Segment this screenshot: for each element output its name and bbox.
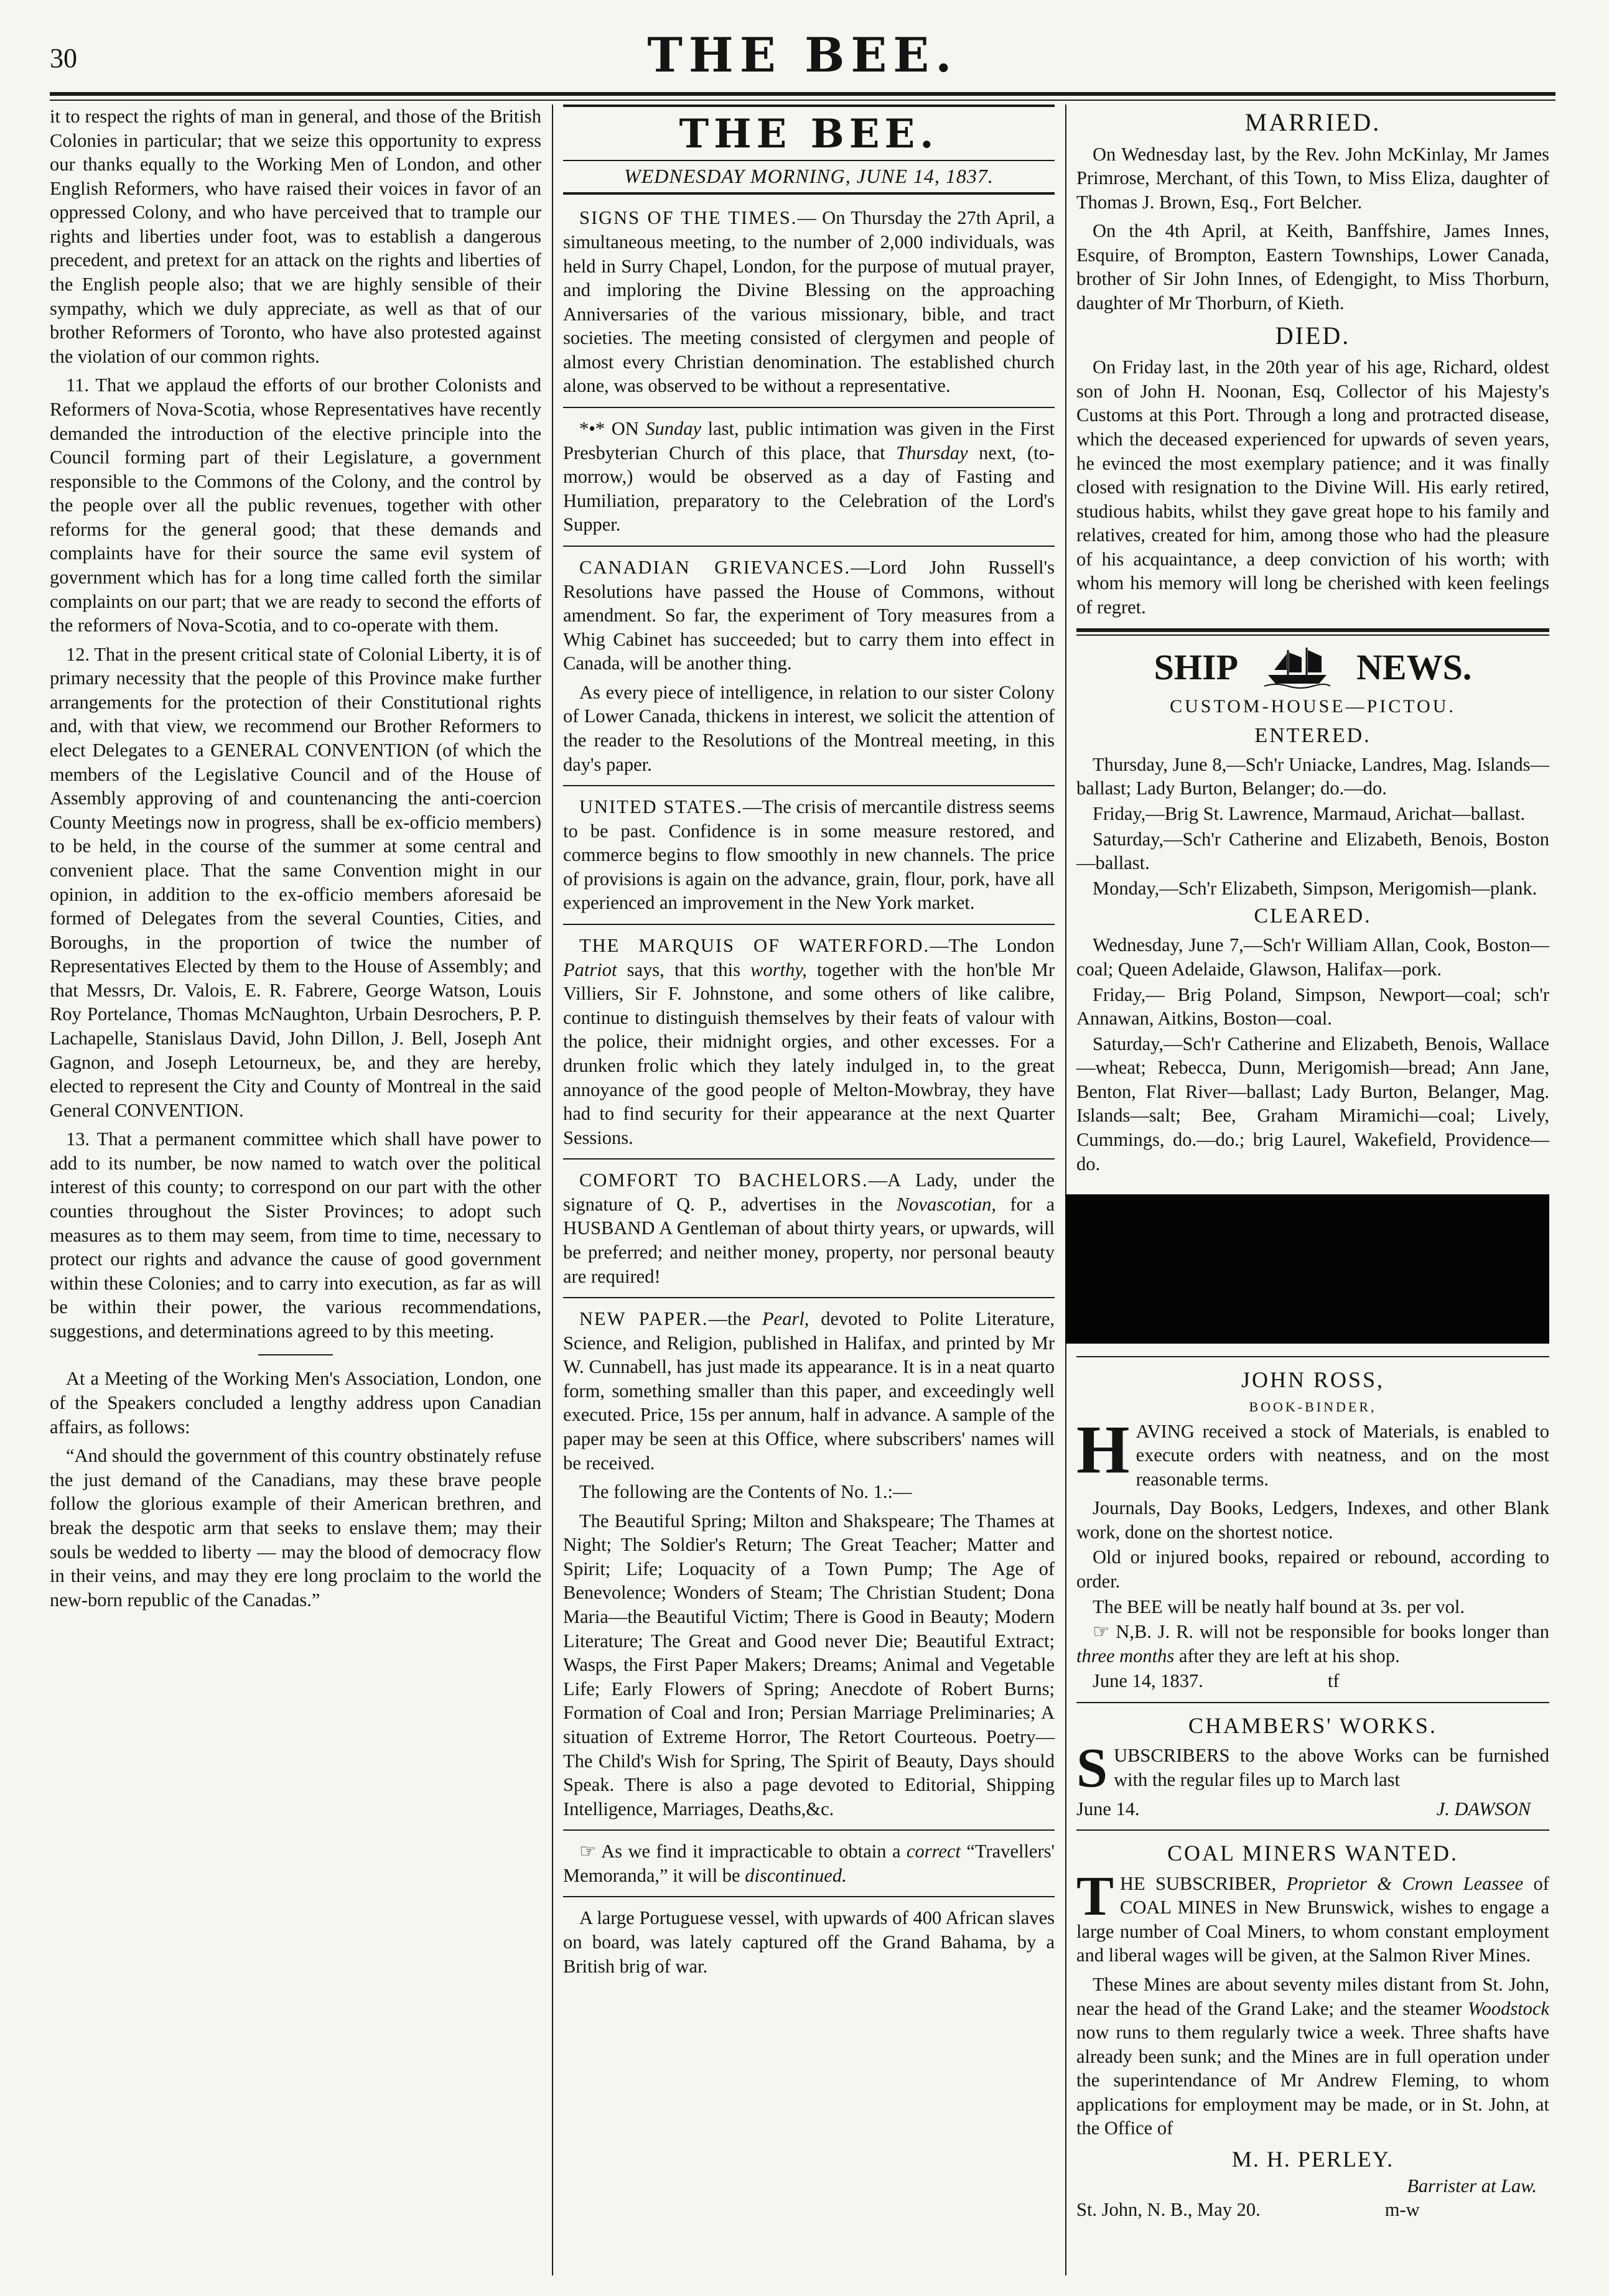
resolution-13: 13. That a permanent committee which shall have power to add to its number, be now named to watch over the political interest of this county; to correspond on our part with the other counties throughout the Sister Provinces; to adopt such measures as to them may seem, from time to time, necessary to protect our rights and advance the cause of good government within these Colonies; and to carry into execution, as far as will be within their power, the various recommendations, suggestions, and determinations agreed to by this meeting.: [50, 1128, 541, 1342]
advert-heading: JOHN ROSS,: [1241, 1367, 1385, 1393]
page-header: [50, 19, 1555, 100]
drop-cap: T: [1076, 1865, 1114, 1927]
dateline: WEDNESDAY MORNING, JUNE 14, 1837.: [563, 160, 1055, 188]
cleared-list: [1076, 933, 1549, 1176]
ship-news-label: SHIP: [1154, 646, 1239, 687]
list-item: Monday,—Sch'r Elizabeth, Simpson, Merigomish—plank.: [1093, 877, 1537, 899]
customs-heading: CUSTOM-HOUSE—PICTOU.: [1170, 695, 1456, 717]
advert-lines: [1076, 1496, 1549, 1693]
list-item: Friday,—Brig St. Lawrence, Marmaud, Arichat—ballast.: [1093, 803, 1526, 825]
advert-line: Old or injured books, repaired or rebound, according to order.: [1076, 1546, 1549, 1592]
article-rule: [563, 1829, 1055, 1831]
running-title: THE BEE.: [647, 27, 958, 83]
short-rule: [258, 1354, 333, 1355]
obituary: On Friday last, in the 20th year of his age, Richard, oldest son of John H. Noonan, Esq, Collector of his Majesty's Customs at this Port. Through a long and protracted disease, which the deceased experienced for upwards of seven years, he evinced the most exemplary patience; and it was finally closed with resignation to the Divine Will. His early retired, studious habits, whilst they gave great hope to his family and relatives, created for him, among those who had the pleasure of his acquaintance, a deep conviction of his worth; with whom his memory will long be cherished with keen feelings of regret.: [1076, 356, 1549, 618]
article-fast-day: *•* ON Sunday last, public intimation was given in the First Presbyterian Church of this place, that Thursday next, (to-morrow,) would be observed as a day of Fasting and Humiliation, preparatory to the Celebration of the Lord's Supper.: [563, 418, 1055, 536]
list-item: Saturday,—Sch'r Catherine and Elizabeth, Benois, Boston—ballast.: [1076, 828, 1549, 874]
column-left: [50, 105, 541, 1617]
article-canadian-grievances: CANADIAN GRIEVANCES.—Lord John Russell's Resolutions have passed the House of Commons, without amendment. So far, the experiment of Tory measures from a Whig Cabinet has succeeded; but to carry them into effect in Canada, will be another thing.: [563, 556, 1055, 674]
cleared-heading: CLEARED.: [1254, 904, 1372, 928]
article-bachelors: COMFORT TO BACHELORS.—A Lady, under the signature of Q. P., advertises in the Novascotian, for a HUSBAND A Gentleman of about thirty years, or upwards, will be preferred; and neither money, property, nor personal beauty are required!: [563, 1169, 1055, 1287]
list-item: Friday,— Brig Poland, Simpson, Newport—coal; sch'r Annawan, Aitkins, Boston—coal.: [1076, 983, 1549, 1029]
list-item: Saturday,—Sch'r Catherine and Elizabeth, Benois, Wallace—wheat; Rebecca, Dunn, Merigomish—bread; Ann Jane, Benton, Flat River—ballast; Lady Burton, Belanger, Mag. Islands—salt; Bee, Graham Miramichi—coal; Lively, Cummings, do.—do.; brig Laurel, Wakefield, Providence—do.: [1076, 1033, 1549, 1174]
advert-date-line: St. John, N. B., May 20. m-w: [1076, 2199, 1420, 2221]
column-divider: [552, 105, 553, 2275]
article-slave-vessel: A large Portuguese vessel, with upwards of 400 African slaves on board, was lately captured off the Grand Bahama, by a British brig of war.: [563, 1907, 1055, 1977]
married-heading: MARRIED.: [1244, 108, 1381, 136]
contents-intro: The following are the Contents of No. 1.:—: [579, 1481, 912, 1503]
article-rule: [563, 1297, 1055, 1298]
article-heading: CANADIAN GRIEVANCES.: [579, 556, 851, 578]
section-rule-thin: [1076, 634, 1549, 636]
article-rule: [563, 407, 1055, 408]
article-rule: [563, 546, 1055, 547]
article-rule: [563, 1158, 1055, 1160]
list-item: Thursday, June 8,—Sch'r Uniacke, Landres, Mag. Islands—ballast; Lady Burton, Belanger; do.—do.: [1076, 753, 1549, 799]
redacted-block: [1065, 1194, 1549, 1344]
ship-icon: [1263, 645, 1332, 689]
article-heading: NEW PAPER.: [579, 1308, 709, 1330]
advert-heading: COAL MINERS WANTED.: [1167, 1841, 1458, 1866]
list-item: Wednesday, June 7,—Sch'r William Allan, Cook, Boston—coal; Queen Adelaide, Glawson, Halifax—pork.: [1076, 934, 1549, 980]
advert-heading: CHAMBERS' WORKS.: [1188, 1713, 1437, 1738]
page-number: 30: [50, 43, 77, 73]
resolution-text: it to respect the rights of man in general, and those of the British Colonies in particular; that we seize this opportunity to express our thanks equally to the Working Men of London, and other English Reformers, who have raised their voices in favor of an oppressed Colony, and who have perceived that to trample our rights and liberties under foot, was to establish a dangerous precedent, and pretext for an attack on the rights and liberties of the English people also; that we are highly sensible of their sympathy, which we duly appreciate, as well as that of our brother Reformers of Toronto, who have also protested against the violation of our common rights.: [50, 106, 541, 367]
column-right: [1076, 105, 1549, 2227]
section-rule: [1076, 1356, 1549, 1357]
speaker-quote: “And should the government of this country obstinately refuse the just demand of the Canadians, may these brave people follow the glorious example of their American brethren, and break the despotic arm that seeks to enslave them; may their souls be wedded to liberty — may the blood of democracy flow in their veins, and may they ere long proclaim to the world the new-born republic of the Canadas.”: [50, 1445, 541, 1610]
article-rule: [563, 924, 1055, 925]
article-rule: [563, 785, 1055, 786]
section-rule: [1076, 1702, 1549, 1703]
advert-date-line: June 14, 1837. tf: [1093, 1670, 1340, 1692]
article-heading: UNITED STATES.: [579, 796, 743, 818]
article-new-paper: NEW PAPER.—the Pearl, devoted to Polite Literature, Science, and Religion, published in Halifax, and printed by Mr W. Cunnabell, has just made its appearance. It is in a neat quarto form, something smaller than this paper, and exceedingly well executed. Price, 15s per annum, half in advance. A sample of the paper may be seen at this Office, where subscribers' names will be received.: [563, 1308, 1055, 1474]
article-rule: [563, 1896, 1055, 1897]
article-united-states: UNITED STATES.—The crisis of mercantile distress seems to be past. Confidence is in some measure restored, and commerce begins to flow smoothly in new channels. The price of provisions is again on the advance, grain, flour, pork, have all experienced an improvement in the New York market.: [563, 796, 1055, 914]
working-men-intro: At a Meeting of the Working Men's Association, London, one of the Speakers concluded a lengthy address upon Canadian affairs, as follows:: [50, 1368, 541, 1438]
advert-line: Journals, Day Books, Ledgers, Indexes, and other Blank work, done on the shortest notice.: [1076, 1497, 1549, 1543]
advert-signature: M. H. PERLEY.: [1231, 2147, 1394, 2172]
masthead-title: THE BEE.: [679, 111, 939, 157]
header-rule: [50, 92, 1555, 96]
advert-body: THE SUBSCRIBER, Proprietor & Crown Leassee of COAL MINES in New Brunswick, wishes to engage a large number of Coal Miners, to whom constant employment and liberal wages will be given, at the Salmon River Mines.: [1076, 1865, 1549, 1966]
married-notice: On the 4th April, at Keith, Banffshire, James Innes, Esquire, of Brompton, Eastern Townships, Lower Canada, brother of Sir John Innes, of Edengight, to Miss Thorburn, daughter of Mr Thorburn, of Kieth.: [1076, 220, 1549, 314]
column-divider: [1065, 105, 1066, 2275]
article-signs-of-times: SIGNS OF THE TIMES.— On Thursday the 27th April, a simultaneous meeting, to the number of 2,000 individuals, was held in Surry Chapel, London, for the purpose of mutual prayer, and imploring the Divine Blessing on the approaching Anniversaries of the various missionary, bible, and tract societies. The meeting consisted of clergymen and people of almost every Christian denomination. The established church alone, was observed to be without a representative.: [563, 207, 1055, 397]
advert-line: The BEE will be neatly half bound at 3s. per vol.: [1093, 1596, 1465, 1617]
editorial-masthead: [563, 105, 1055, 195]
died-heading: DIED.: [1275, 321, 1351, 350]
travellers-notice: ☞ As we find it impracticable to obtain a correct “Travellers' Memoranda,” it will be discontinued.: [563, 1841, 1055, 1886]
ship-news-label: NEWS.: [1356, 646, 1472, 687]
advert-line: ☞ N,B. J. R. will not be responsible for books longer than three months after they are left at his shop.: [1076, 1621, 1549, 1666]
contents-list: The Beautiful Spring; Milton and Shakspeare; The Thames at Night; The Soldier's Return; The Great Teacher; Matter and Spirit; Life; Loquacity of a Town Pump; The Age of Benevolence; Wonders of Steam; The Christian Student; Dona Maria—the Beautiful Victim; There is Good in Beauty; Modern Literature; The Great and Good never Die; Beautiful Extract; Wasps, the First Paper Makers; Dreams; Animal and Vegetable Life; Early Flowers of Spring; Anecdote of Robert Burns; Formation of Coal and Iron; Persian Marriage Preliminaries; A situation of Extreme Horror, The Retort Courteous. Poetry—The Child's Wish for Spring, The Spirit of Beauty, Days should Speak. There is also a page devoted to Editorial, Shipping Intelligence, Marriages, Deaths,&c.: [563, 1510, 1055, 1820]
article-heading: COMFORT TO BACHELORS.: [579, 1169, 869, 1191]
article-heading: THE MARQUIS OF WATERFORD.: [579, 935, 930, 957]
ship-news-heading: [1076, 644, 1549, 690]
article-heading: SIGNS OF THE TIMES.: [579, 207, 798, 229]
section-rule: [1076, 628, 1549, 632]
header-rule-thin: [50, 100, 1555, 101]
article-intelligence: As every piece of intelligence, in relation to our sister Colony of Lower Canada, thickens in interest, we solicit the attention of the reader to the Resolutions of the Montreal meeting, in this day's paper.: [563, 681, 1055, 775]
column-middle: [563, 105, 1055, 1983]
married-notice: On Wednesday last, by the Rev. John McKinlay, Mr James Primrose, Merchant, of this Town, to Miss Eliza, daughter of Thomas J. Brown, Esq., Fort Belcher.: [1076, 143, 1549, 213]
entered-list: [1076, 753, 1549, 900]
drop-cap: S: [1076, 1737, 1108, 1800]
section-rule: [1076, 1829, 1549, 1831]
resolution-12: 12. That in the present critical state of Colonial Liberty, it is of primary necessity that the people of this Province make further arrangements for the protection of their Constitutional rights and, with that view, we recommend our Brother Reformers to elect Delegates to a GENERAL CONVENTION (of which the members of the Legislative Council and of the House of Assembly approving of and countenancing the anti-coercion County Meetings now in progress, shall be ex-officio members) to be held, in the course of the summer at some central and convenient place. That the same Convention might in our opinion, in addition to the ex-officio members aforesaid be formed of Delegates from the several Counties, Cities, and Boroughs, in the proportion of twice the number of Representatives Elected by them to the House of Assembly; and that Messrs, Dr. Valois, E. R. Fabrere, George Watson, Louis Roy Portelance, Thomas McNaughton, Urbain Desrochers, P. P. Lachapelle, Stanislaus David, John Dillon, J. Bell, Joseph Ant Gagnon, and Joseph Letourneux, be, and they are hereby, elected to represent the City and County of Montreal in the said General CONVENTION.: [50, 643, 541, 1121]
advert-body: SUBSCRIBERS to the above Works can be furnished with the regular files up to March last: [1076, 1737, 1549, 1800]
advert-body: HAVING received a stock of Materials, is enabled to execute orders with neatness, and on the most reasonable terms.: [1076, 1411, 1549, 1490]
advert-date-line: June 14. J. DAWSON: [1076, 1798, 1531, 1820]
resolution-11: 11. That we applaud the efforts of our brother Colonists and Reformers of Nova-Scotia, whose Representatives have recently demanded the introduction of the elective principle into the Council forming part of their Legislature, a government responsible to the Commons of the Colony, and the control by the people over all the public revenues, together with other reforms for the general good; that these demands and complaints have for their source the same evil system of government which has for a long time called forth the similar complaints on our part; that we are ready to second the efforts of the reformers of Nova-Scotia, and to co-operate with them.: [50, 374, 541, 636]
entered-heading: ENTERED.: [1254, 723, 1371, 747]
drop-cap: H: [1076, 1411, 1130, 1487]
advert-title: Barrister at Law.: [1407, 2175, 1537, 2196]
advert-subheading: BOOK-BINDER,: [1249, 1398, 1377, 1415]
article-waterford: THE MARQUIS OF WATERFORD.—The London Patriot says, that this worthy, together with the hon'ble Mr Villiers, Sir F. Johnstone, and some others of like calibre, continue to distinguish themselves by their feats of valour with the police, their midnight orgies, and other excesses. For a drunken frolic which they lately indulged in, to the great annoyance of the good people of Melton-Mowbray, they have had to find security for their appearance at the next Quarter Sessions.: [563, 935, 1055, 1148]
advert-body: These Mines are about seventy miles distant from St. John, near the head of the Grand Lake; and the steamer Woodstock now runs to them regularly twice a week. Three shafts have already been sunk; and the Mines are in full operation under the superintendance of Mr Andrew Fleming, to whom applications for employment may be made, or in St. John, at the Office of: [1076, 1973, 1549, 2139]
